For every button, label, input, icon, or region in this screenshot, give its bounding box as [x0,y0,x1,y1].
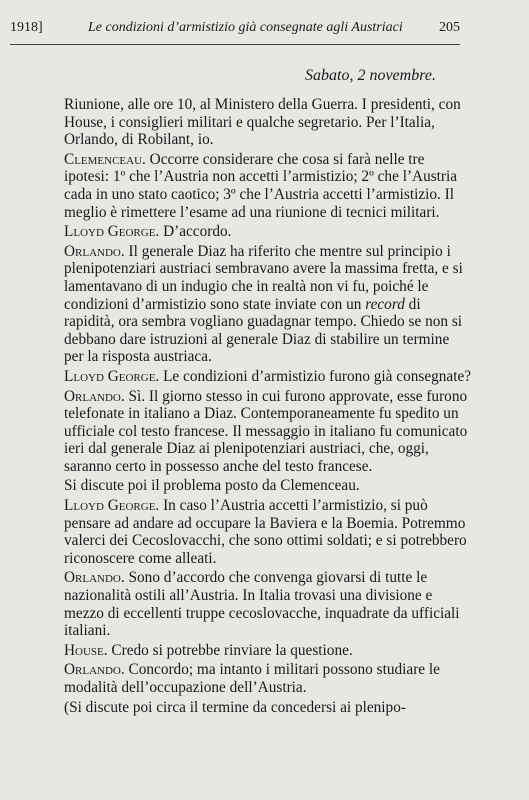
paragraph-text: Il generale Diaz ha riferito che mentre sul principio i plenipotenziari austriaci sembravano avere la massima fretta, e si lamentavano di un indugio che in realtà non vi fu, poiché le condizioni d’armistizio sono state inviate con un [64,242,463,313]
italic-word: record [365,295,405,313]
speaker-name: Clemenceau. [64,150,146,168]
paragraph-intro [64,96,472,149]
running-title: Le condizioni d’armistizio già consegnate agli Austriaci [88,20,403,35]
page-number-left: 1918] [10,20,43,35]
paragraph-text: Sono d’accordo che convenga giovarsi di tutte le nazionalità ostili all’Austria. In Italia trovasi una divisione e mezzo di eccellenti truppe cecoslovacche, inquadrate da ufficiali italiani. [64,569,460,640]
paragraph-text: Sì. Il giorno stesso in cui furono approvate, esse furono telefonate in italiano a Diaz. Contemporaneamente fu spedito un ufficiale col testo francese. Il messaggio in italiano fu comunicato ieri dal generale Diaz ai plenipotenziari austriaci, che, oggi, saranno certo in possesso anche del testo francese. [64,387,468,475]
paragraph-text: Si discute poi il problema posto da Clemenceau. [64,477,360,495]
paragraph-orlando [64,388,472,476]
page-number: 205 [439,20,460,35]
speaker-name: Orlando. [64,387,125,405]
speaker-name: Orlando. [64,569,125,587]
date-line: Sabato, 2 novembre. [305,67,436,84]
paragraph-text: (Si discute poi circa il termine da concedersi ai plenipo- [64,698,406,716]
paragraph-lloyd-george [64,497,472,567]
paragraph-text: In caso l’Austria accetti l’armistizio, si può pensare ad andare ad occupare la Baviera e la Boemia. Potremmo valerci dei Cecoslovacchi, che sono ottimi soldati; e si potrebbero riconoscere come alleati. [64,497,467,567]
running-header [10,18,460,45]
paragraph-text: Credo si potrebbe rinviare la questione. [107,641,353,659]
paragraph-text: Riunione, alle ore 10, al Ministero della Guerra. I presidenti, con House, i consiglieri militari e qualche segretario. Per l’Italia, Orlando, di Robilant, io. [64,96,461,149]
speaker-name: Lloyd George. [64,367,160,385]
paragraph-text: Le condizioni d’armistizio furono già consegnate? [159,367,472,385]
speaker-name: Lloyd George. [64,223,160,241]
paragraph-orlando [64,661,472,696]
paragraph-clemenceau [64,151,472,221]
paragraph-text: Concordo; ma intanto i militari possono studiare le modalità dell’occupazione dell’Austria. [64,661,440,696]
speaker-name: Lloyd George. [64,497,160,515]
paragraph-lloyd-george [64,368,472,386]
text-body [64,96,472,718]
paragraph-text: Occorre considerare che cosa si farà nelle tre ipotesi: 1º che l’Austria non accetti l’armistizio; 2º che l’Austria cada in uno stato caotico; 3º che l’Austria accetti l’armistizio. Il meglio è rimettere l’esame ad una riunione di tecnici militari. [64,150,458,221]
speaker-name: Orlando. [64,661,125,679]
paragraph-house [64,642,472,660]
paragraph-text: D’accordo. [159,223,232,241]
paragraph-narration [64,699,472,717]
paragraph-orlando [64,569,472,639]
speaker-name: Orlando. [64,242,125,260]
paragraph-lloyd-george [64,223,472,241]
paragraph-text: di rapidità, ora sembra vogliano guadagnar tempo. Chiedo se non si debbano dare istruzioni al generale Diaz di stabilire un termine per la risposta austriaca. [64,295,463,366]
paragraph-narration [64,477,472,495]
speaker-name: House. [64,641,108,659]
paragraph-orlando [64,243,472,366]
